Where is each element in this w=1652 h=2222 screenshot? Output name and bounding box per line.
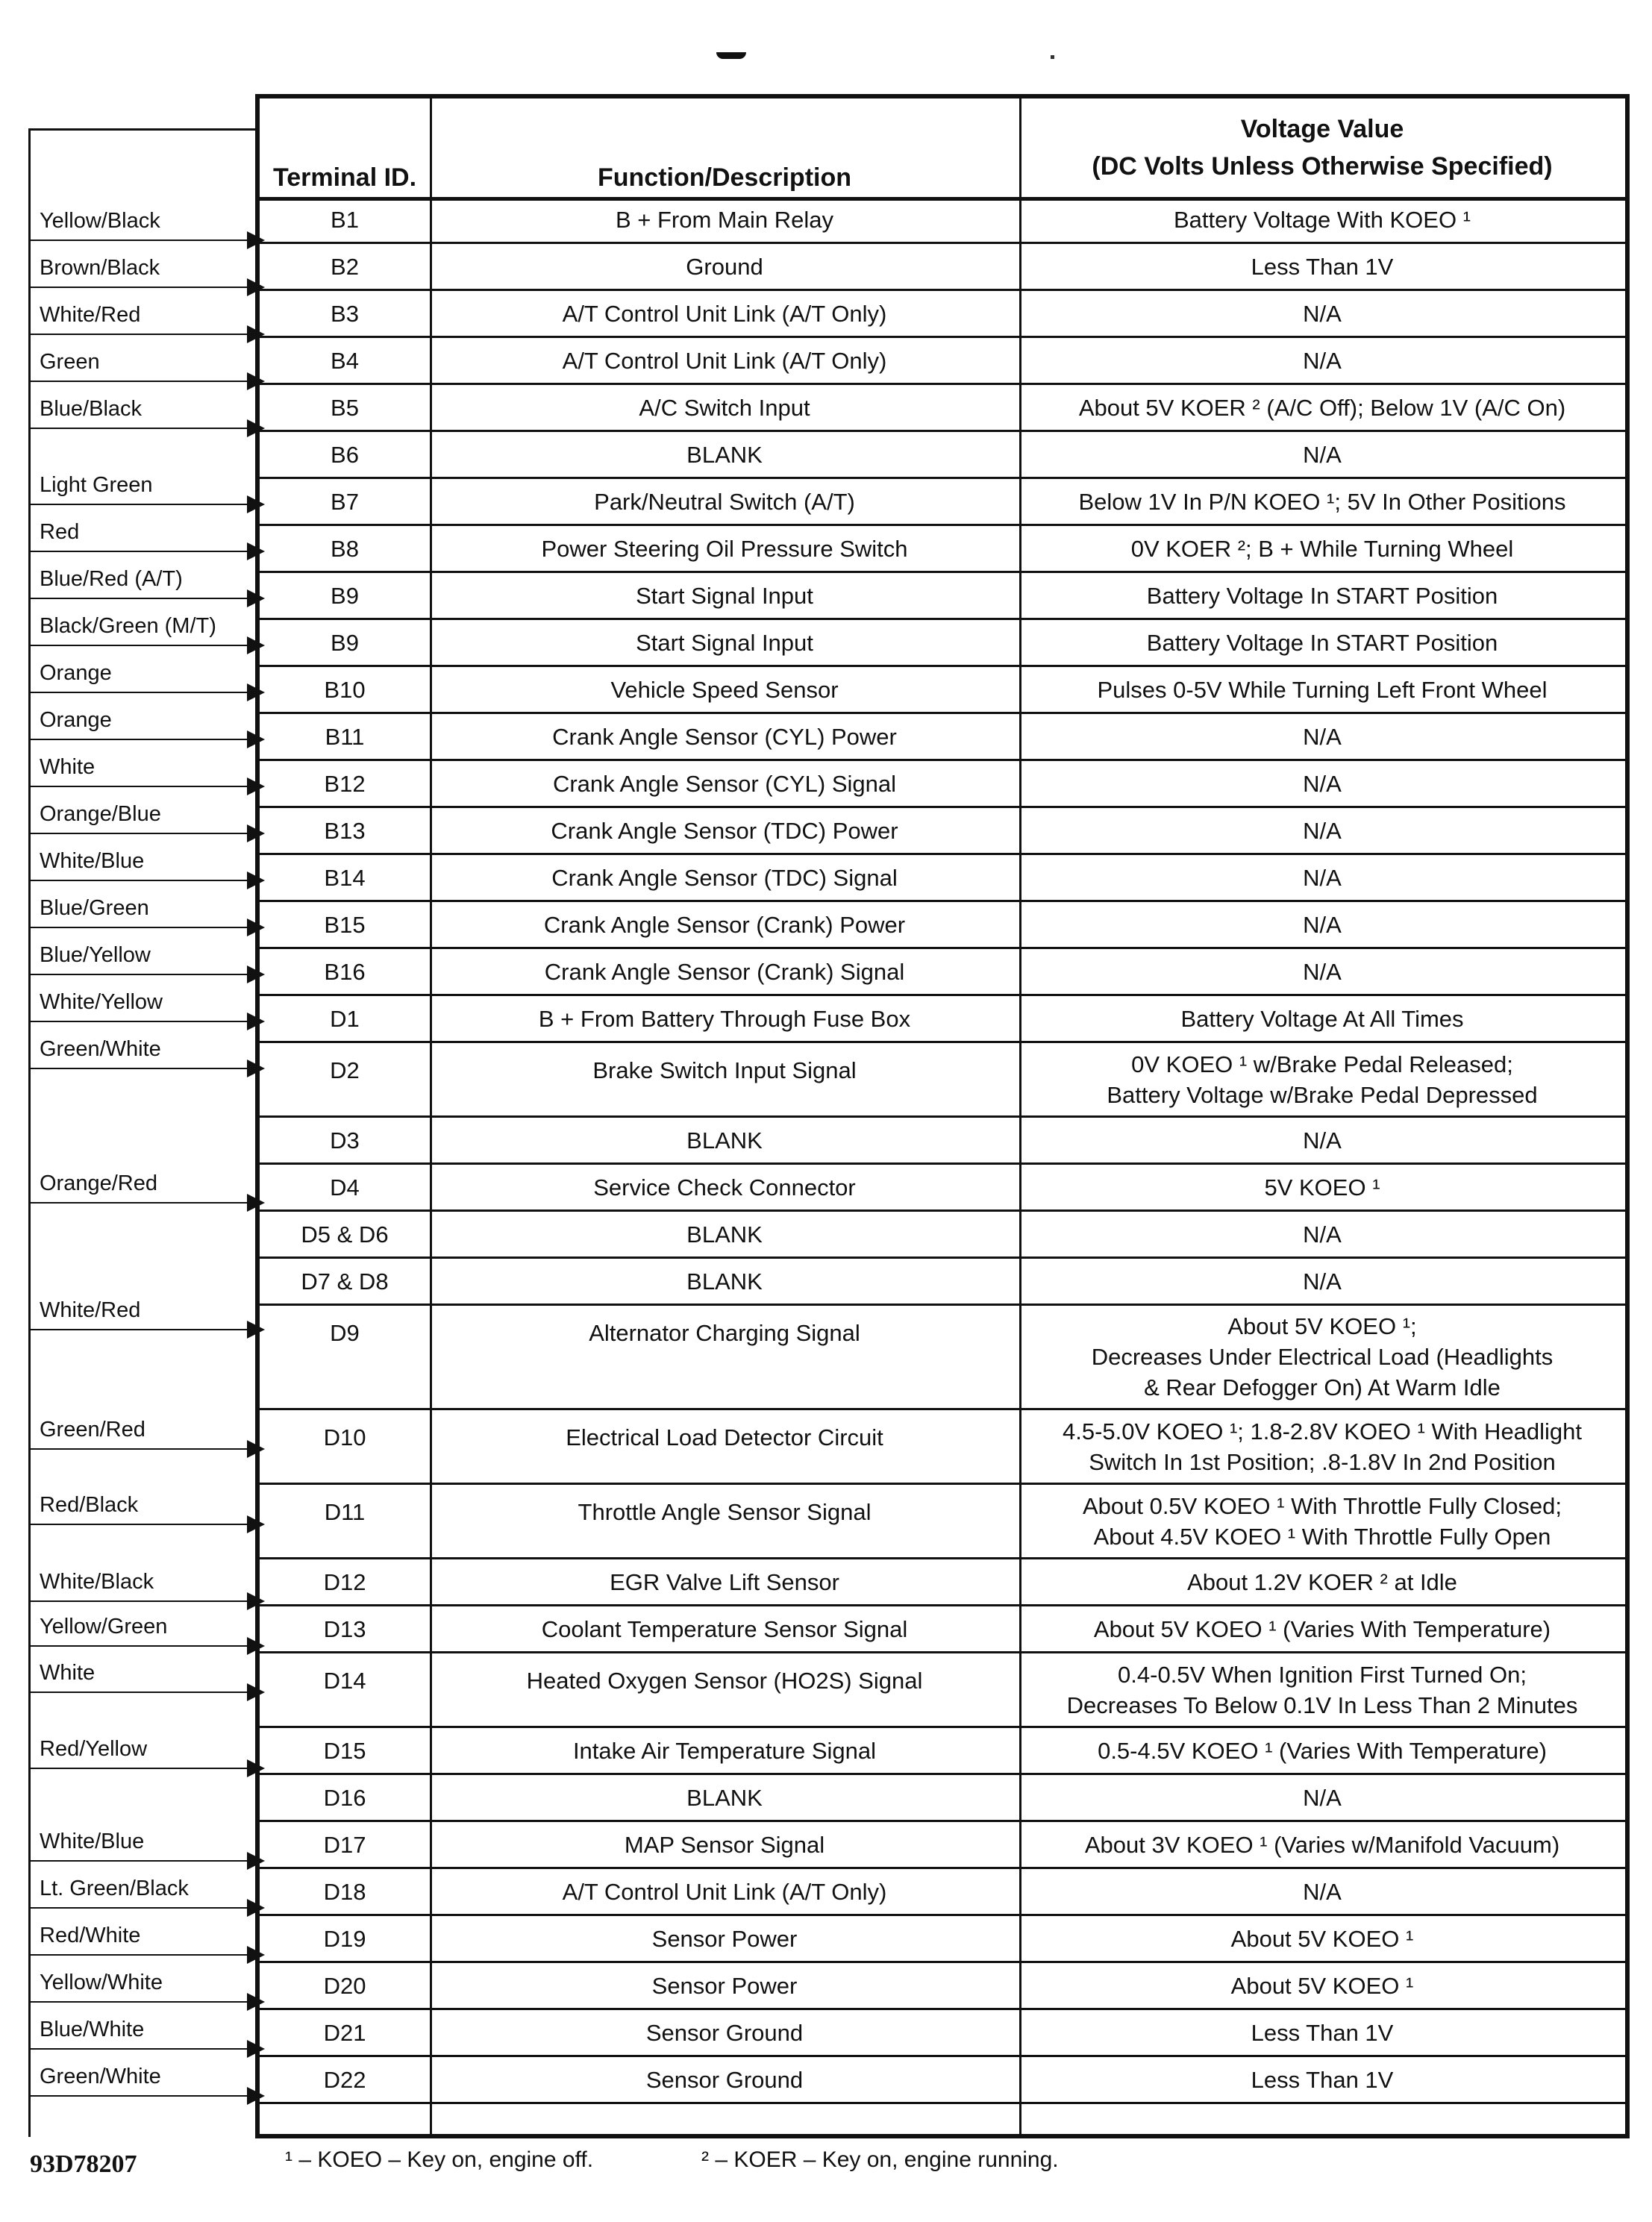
terminal-id: B3 xyxy=(331,300,359,327)
wire-entry xyxy=(31,1024,262,1069)
terminal-table xyxy=(255,94,1630,2138)
function-description: Crank Angle Sensor (Crank) Power xyxy=(543,911,906,938)
wire-line xyxy=(31,880,247,881)
wire-entry xyxy=(31,1817,262,1862)
function-description: EGR Valve Lift Sensor xyxy=(610,1568,839,1595)
table-row xyxy=(260,479,1625,526)
function-description: Coolant Temperature Sensor Signal xyxy=(541,1615,908,1642)
terminal-id: D18 xyxy=(323,1878,366,1905)
table-row xyxy=(260,855,1625,902)
table-row xyxy=(260,2010,1625,2057)
voltage-line: N/A xyxy=(1303,1268,1342,1295)
wire-entry xyxy=(31,384,262,429)
voltage-value xyxy=(1019,1410,1625,1483)
wire-line xyxy=(31,598,247,599)
table-row xyxy=(260,244,1625,291)
function-description: Service Check Connector xyxy=(593,1174,856,1201)
terminal-id: D13 xyxy=(323,1615,366,1642)
wire-line xyxy=(31,1524,247,1525)
table-row xyxy=(260,385,1625,432)
terminal-id: B14 xyxy=(324,864,366,891)
voltage-line: N/A xyxy=(1303,347,1342,374)
scan-mark xyxy=(716,52,746,59)
wire-line xyxy=(31,334,247,335)
voltage-line: N/A xyxy=(1303,958,1342,985)
voltage-value xyxy=(1019,1043,1625,1115)
voltage-value xyxy=(1019,479,1625,524)
terminal-id: B7 xyxy=(331,488,359,515)
voltage-line: 0.4-0.5V When Ignition First Turned On; xyxy=(1118,1661,1527,1688)
wire-entry xyxy=(31,1480,262,1525)
wire-line xyxy=(31,1691,247,1693)
terminal-id: D4 xyxy=(330,1174,360,1201)
wire-line xyxy=(31,287,247,288)
table-row xyxy=(260,573,1625,620)
voltage-line: About 1.2V KOER ² at Idle xyxy=(1187,1568,1457,1595)
voltage-value xyxy=(1019,1869,1625,1914)
function-description: Start Signal Input xyxy=(636,629,813,656)
wire-color-label: Brown/Black xyxy=(40,256,160,280)
wire-color-label: White xyxy=(40,1661,96,1685)
wire-color-label: White/Black xyxy=(40,1570,154,1594)
table-row xyxy=(260,902,1625,949)
terminal-id: D3 xyxy=(330,1127,360,1154)
wire-color-label: Blue/Green xyxy=(40,896,149,920)
terminal-id: D16 xyxy=(323,1784,366,1811)
terminal-id: D5 & D6 xyxy=(301,1221,389,1248)
wire-line xyxy=(31,2001,247,2003)
table-row xyxy=(260,808,1625,855)
table-row xyxy=(260,996,1625,1043)
table-row xyxy=(260,761,1625,808)
wire-color-label: Green xyxy=(40,350,100,374)
table-row xyxy=(260,526,1625,573)
voltage-line: N/A xyxy=(1303,300,1342,327)
function-description: Sensor Power xyxy=(651,1925,798,1952)
voltage-line: N/A xyxy=(1303,770,1342,797)
function-description: Throttle Angle Sensor Signal xyxy=(578,1499,872,1525)
function-description: Brake Switch Input Signal xyxy=(592,1057,857,1083)
function-description: A/C Switch Input xyxy=(639,394,810,421)
voltage-line: About 3V KOEO ¹ (Varies w/Manifold Vacuum) xyxy=(1084,1831,1560,1858)
wire-entry xyxy=(31,883,262,928)
voltage-value xyxy=(1019,714,1625,759)
header-voltage-subtitle: (DC Volts Unless Otherwise Specified) xyxy=(1092,152,1553,181)
function-description: A/T Control Unit Link (A/T Only) xyxy=(562,300,887,327)
wire-color-label: Orange xyxy=(40,661,112,685)
voltage-value xyxy=(1019,291,1625,336)
wire-color-label: Green/White xyxy=(40,2065,161,2088)
terminal-id: D9 xyxy=(330,1320,360,1346)
function-description: Crank Angle Sensor (TDC) Power xyxy=(551,817,898,844)
voltage-value xyxy=(1019,1916,1625,1961)
voltage-value xyxy=(1019,667,1625,712)
voltage-line: Below 1V In P/N KOEO ¹; 5V In Other Positions xyxy=(1078,488,1566,515)
wire-entry xyxy=(31,1286,262,1330)
wire-line xyxy=(31,551,247,552)
wire-color-label: Yellow/White xyxy=(40,1971,163,1994)
table-row xyxy=(260,1559,1625,1606)
wire-color-label: Blue/White xyxy=(40,2018,145,2041)
wire-color-label: White/Blue xyxy=(40,849,145,873)
terminal-id: B13 xyxy=(324,817,366,844)
voltage-value xyxy=(1019,1485,1625,1557)
voltage-line: Battery Voltage In START Position xyxy=(1146,582,1498,609)
wire-line xyxy=(31,1329,247,1330)
table-row xyxy=(260,1728,1625,1775)
voltage-line: Battery Voltage In START Position xyxy=(1146,629,1498,656)
voltage-value xyxy=(1019,432,1625,477)
voltage-value xyxy=(1019,1653,1625,1726)
table-row xyxy=(260,1118,1625,1165)
wire-line xyxy=(31,2095,247,2097)
wire-entry xyxy=(31,2052,262,2097)
voltage-line: About 4.5V KOEO ¹ With Throttle Fully Open xyxy=(1093,1523,1551,1550)
wire-color-label: White/Blue xyxy=(40,1830,145,1853)
wire-entry xyxy=(31,977,262,1022)
wire-entry xyxy=(31,2005,262,2050)
function-description: Crank Angle Sensor (CYL) Power xyxy=(552,723,897,750)
function-description: Intake Air Temperature Signal xyxy=(572,1737,877,1764)
voltage-line: N/A xyxy=(1303,723,1342,750)
terminal-id: D7 & D8 xyxy=(301,1268,389,1295)
voltage-value xyxy=(1019,1306,1625,1408)
voltage-line: Decreases To Below 0.1V In Less Than 2 Minutes xyxy=(1066,1691,1578,1718)
function-description: BLANK xyxy=(686,441,763,468)
voltage-value xyxy=(1019,761,1625,806)
function-description: BLANK xyxy=(686,1784,763,1811)
terminal-id: B4 xyxy=(331,347,359,374)
wire-color-label: Blue/Red (A/T) xyxy=(40,567,183,591)
table-row xyxy=(260,1410,1625,1485)
function-description: B + From Battery Through Fuse Box xyxy=(538,1005,911,1032)
function-description: Crank Angle Sensor (Crank) Signal xyxy=(544,958,905,985)
wire-color-label: Red/White xyxy=(40,1924,141,1947)
table-row xyxy=(260,1822,1625,1869)
table-row xyxy=(260,949,1625,996)
wire-entry xyxy=(31,836,262,881)
terminal-id: D11 xyxy=(324,1499,366,1525)
wire-line xyxy=(31,1448,247,1450)
table-row xyxy=(260,620,1625,667)
voltage-line: N/A xyxy=(1303,1221,1342,1248)
wire-color-label: Light Green xyxy=(40,473,153,497)
table-row xyxy=(260,432,1625,479)
table-row xyxy=(260,1916,1625,1963)
voltage-line: About 5V KOEO ¹; xyxy=(1227,1313,1417,1339)
function-description: Sensor Power xyxy=(651,1972,798,1999)
function-description: Crank Angle Sensor (CYL) Signal xyxy=(552,770,897,797)
wire-entry xyxy=(31,1159,262,1204)
voltage-value xyxy=(1019,1118,1625,1162)
terminal-id: B5 xyxy=(331,394,359,421)
voltage-value xyxy=(1019,902,1625,947)
wire-line xyxy=(31,504,247,505)
voltage-value xyxy=(1019,2057,1625,2102)
terminal-id: D21 xyxy=(323,2019,366,2046)
wire-entry xyxy=(31,460,262,505)
voltage-value xyxy=(1019,808,1625,853)
wire-entry xyxy=(31,554,262,599)
table-row xyxy=(260,1775,1625,1822)
terminal-id: D10 xyxy=(323,1424,366,1450)
footnote-koeo: ¹ – KOEO – Key on, engine off. xyxy=(285,2147,594,2172)
function-description: Park/Neutral Switch (A/T) xyxy=(594,488,855,515)
wire-line xyxy=(31,1068,247,1069)
terminal-id: B15 xyxy=(324,911,366,938)
wire-color-label: White/Red xyxy=(40,303,141,327)
voltage-line: Less Than 1V xyxy=(1251,2066,1394,2093)
terminal-id: D2 xyxy=(330,1057,360,1083)
wire-entry xyxy=(31,1864,262,1909)
terminal-id: B8 xyxy=(331,535,359,562)
table-row xyxy=(260,1653,1625,1728)
wire-color-label: Orange/Blue xyxy=(40,802,161,826)
wire-entry xyxy=(31,196,262,241)
voltage-line: 5V KOEO ¹ xyxy=(1264,1174,1380,1201)
voltage-line: Pulses 0-5V While Turning Left Front Wheel xyxy=(1097,676,1548,703)
terminal-id: B11 xyxy=(325,723,365,750)
function-description: A/T Control Unit Link (A/T Only) xyxy=(562,347,887,374)
voltage-line: Less Than 1V xyxy=(1251,2019,1394,2046)
wire-entry xyxy=(31,1557,262,1602)
wire-color-label: Red xyxy=(40,520,80,544)
voltage-line: N/A xyxy=(1303,1878,1342,1905)
terminal-id: B2 xyxy=(331,253,359,280)
table-row xyxy=(260,1259,1625,1306)
wire-color-label: Green/Red xyxy=(40,1418,146,1442)
table-row xyxy=(260,1606,1625,1653)
wire-color-label: Blue/Yellow xyxy=(40,943,151,967)
wire-line xyxy=(31,1907,247,1909)
figure-id: 93D78207 xyxy=(30,2150,137,2178)
wire-color-label: Black/Green (M/T) xyxy=(40,614,216,638)
voltage-value xyxy=(1019,2010,1625,2055)
voltage-value xyxy=(1019,385,1625,430)
wire-line xyxy=(31,786,247,787)
voltage-value xyxy=(1019,996,1625,1041)
table-row xyxy=(260,1485,1625,1559)
function-description: B + From Main Relay xyxy=(615,206,833,233)
wire-line xyxy=(31,927,247,928)
voltage-line: N/A xyxy=(1303,1784,1342,1811)
terminal-id: D19 xyxy=(323,1925,366,1952)
voltage-line: 0V KOEO ¹ w/Brake Pedal Released; xyxy=(1131,1051,1513,1077)
function-description: Start Signal Input xyxy=(636,582,813,609)
wire-color-label: Yellow/Black xyxy=(40,209,160,233)
wire-entry xyxy=(31,1405,262,1450)
wire-entry xyxy=(31,648,262,693)
wire-color-label: White/Yellow xyxy=(40,990,163,1014)
table-row xyxy=(260,667,1625,714)
wire-line xyxy=(31,428,247,429)
wire-entry xyxy=(31,507,262,552)
wire-line xyxy=(31,1860,247,1862)
voltage-line: Battery Voltage w/Brake Pedal Depressed xyxy=(1107,1081,1538,1108)
function-description: Crank Angle Sensor (TDC) Signal xyxy=(551,864,898,891)
wire-entry xyxy=(31,1648,262,1693)
voltage-line: About 5V KOER ² (A/C Off); Below 1V (A/C On) xyxy=(1078,394,1566,421)
wire-color-label: White xyxy=(40,755,96,779)
table-row xyxy=(260,291,1625,338)
scan-dot xyxy=(1051,55,1054,59)
terminal-id: B16 xyxy=(324,958,366,985)
voltage-value xyxy=(1019,1822,1625,1867)
voltage-line: Decreases Under Electrical Load (Headlights xyxy=(1091,1344,1554,1370)
header-voltage-title: Voltage Value xyxy=(1240,115,1404,143)
voltage-line: About 5V KOEO ¹ xyxy=(1230,1925,1414,1952)
voltage-value xyxy=(1019,949,1625,994)
function-description: Sensor Ground xyxy=(645,2019,804,2046)
function-description: Vehicle Speed Sensor xyxy=(610,676,839,703)
wire-line xyxy=(31,645,247,646)
voltage-line: Battery Voltage At All Times xyxy=(1180,1005,1464,1032)
function-description: BLANK xyxy=(686,1127,763,1154)
table-row xyxy=(260,1165,1625,1212)
table-row xyxy=(260,2057,1625,2104)
voltage-line: Battery Voltage With KOEO ¹ xyxy=(1174,206,1471,233)
voltage-value xyxy=(1019,1165,1625,1209)
voltage-value xyxy=(1019,1559,1625,1604)
wire-color-label: Red/Yellow xyxy=(40,1737,148,1761)
wire-entry xyxy=(31,1958,262,2003)
function-description: Ground xyxy=(686,253,763,280)
table-row xyxy=(260,1306,1625,1410)
wire-entry xyxy=(31,930,262,975)
function-description: BLANK xyxy=(686,1221,763,1248)
wire-entry xyxy=(31,742,262,787)
wire-line xyxy=(31,833,247,834)
function-description: MAP Sensor Signal xyxy=(624,1831,825,1858)
terminal-id: D12 xyxy=(323,1568,366,1595)
voltage-line: N/A xyxy=(1303,911,1342,938)
function-description: Heated Oxygen Sensor (HO2S) Signal xyxy=(526,1668,923,1694)
wire-line xyxy=(31,1954,247,1956)
voltage-line: & Rear Defogger On) At Warm Idle xyxy=(1144,1374,1501,1401)
header-function: Function/Description xyxy=(598,163,851,192)
wire-color-label: Orange/Red xyxy=(40,1171,157,1195)
table-row xyxy=(260,1212,1625,1259)
voltage-line: N/A xyxy=(1303,441,1342,468)
terminal-id: B6 xyxy=(331,441,359,468)
voltage-line: N/A xyxy=(1303,817,1342,844)
header-terminal-id: Terminal ID. xyxy=(272,163,417,192)
wire-color-list xyxy=(28,128,260,2137)
wire-entry xyxy=(31,1911,262,1956)
wire-entry xyxy=(31,337,262,382)
terminal-id: D20 xyxy=(323,1972,366,1999)
voltage-value xyxy=(1019,338,1625,383)
wire-entry xyxy=(31,1602,262,1647)
voltage-value xyxy=(1019,1212,1625,1256)
voltage-line: About 5V KOEO ¹ (Varies With Temperature) xyxy=(1093,1615,1551,1642)
voltage-value xyxy=(1019,526,1625,571)
table-row xyxy=(260,338,1625,385)
voltage-value xyxy=(1019,1259,1625,1304)
table-row xyxy=(260,1963,1625,2010)
function-description: Electrical Load Detector Circuit xyxy=(566,1424,883,1450)
function-description: BLANK xyxy=(686,1268,763,1295)
terminal-id: D1 xyxy=(330,1005,360,1032)
wire-color-label: Orange xyxy=(40,708,112,732)
table-row xyxy=(260,714,1625,761)
wire-line xyxy=(31,739,247,740)
voltage-value xyxy=(1019,1728,1625,1773)
wire-entry xyxy=(31,243,262,288)
wire-line xyxy=(31,1202,247,1204)
voltage-value xyxy=(1019,1606,1625,1651)
voltage-line: N/A xyxy=(1303,1127,1342,1154)
wire-color-label: White/Red xyxy=(40,1298,141,1322)
wire-color-label: Yellow/Green xyxy=(40,1615,168,1639)
voltage-line: 0.5-4.5V KOEO ¹ (Varies With Temperature) xyxy=(1098,1737,1547,1764)
terminal-id: D15 xyxy=(323,1737,366,1764)
wire-line xyxy=(31,1645,247,1647)
wire-color-label: Lt. Green/Black xyxy=(40,1877,189,1900)
table-row xyxy=(260,197,1625,244)
wire-color-label: Red/Black xyxy=(40,1493,139,1517)
wire-entry xyxy=(31,695,262,740)
header-voltage xyxy=(1019,98,1625,197)
voltage-value xyxy=(1019,197,1625,242)
voltage-value xyxy=(1019,244,1625,289)
voltage-line: 4.5-5.0V KOEO ¹; 1.8-2.8V KOEO ¹ With Headlight xyxy=(1062,1418,1583,1445)
wire-color-label: Blue/Black xyxy=(40,397,143,421)
footnote-koer: ² – KOER – Key on, engine running. xyxy=(701,2147,1059,2172)
voltage-line: About 0.5V KOEO ¹ With Throttle Fully Closed; xyxy=(1082,1492,1562,1519)
voltage-value xyxy=(1019,1775,1625,1820)
wire-line xyxy=(31,1021,247,1022)
wire-line xyxy=(31,974,247,975)
voltage-value xyxy=(1019,620,1625,665)
wire-line xyxy=(31,692,247,693)
terminal-id: D14 xyxy=(323,1668,366,1694)
voltage-line: About 5V KOEO ¹ xyxy=(1230,1972,1414,1999)
terminal-id: D22 xyxy=(323,2066,366,2093)
wire-line xyxy=(31,240,247,241)
voltage-value xyxy=(1019,573,1625,618)
voltage-value xyxy=(1019,1963,1625,2008)
wire-entry xyxy=(31,789,262,834)
wire-color-label: Green/White xyxy=(40,1037,161,1061)
wire-entry xyxy=(31,1724,262,1769)
terminal-id: B1 xyxy=(331,206,359,233)
wire-line xyxy=(31,2048,247,2050)
voltage-value xyxy=(1019,855,1625,900)
function-description: A/T Control Unit Link (A/T Only) xyxy=(562,1878,887,1905)
voltage-line: Switch In 1st Position; .8-1.8V In 2nd Position xyxy=(1089,1448,1556,1475)
wire-entry xyxy=(31,290,262,335)
voltage-line: 0V KOER ²; B + While Turning Wheel xyxy=(1130,535,1514,562)
table-row xyxy=(260,1869,1625,1916)
function-description: Alternator Charging Signal xyxy=(589,1320,860,1346)
function-description: Sensor Ground xyxy=(645,2066,804,2093)
table-row xyxy=(260,1043,1625,1118)
wire-entry xyxy=(31,601,262,646)
terminal-id: B10 xyxy=(324,676,366,703)
terminal-id: D17 xyxy=(323,1831,366,1858)
wire-line xyxy=(31,381,247,382)
voltage-line: N/A xyxy=(1303,864,1342,891)
function-description: Power Steering Oil Pressure Switch xyxy=(541,535,908,562)
terminal-id: B9 xyxy=(331,629,359,656)
wire-line xyxy=(31,1768,247,1769)
voltage-line: Less Than 1V xyxy=(1251,253,1394,280)
terminal-id: B12 xyxy=(324,770,366,797)
terminal-id: B9 xyxy=(331,582,359,609)
